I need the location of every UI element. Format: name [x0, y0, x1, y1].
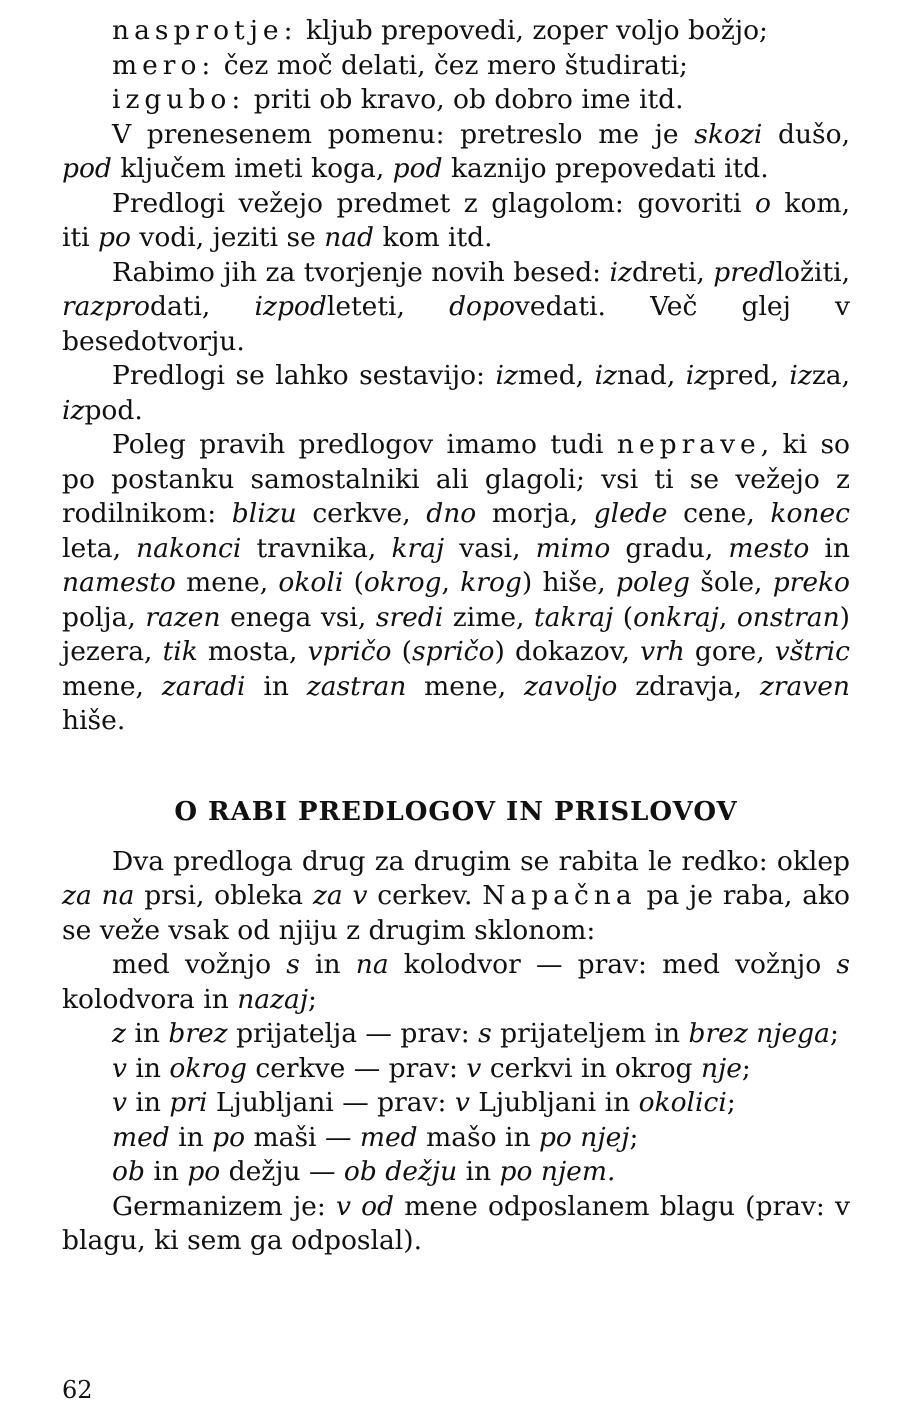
text: neprave: [616, 429, 761, 460]
italic-term: glede: [593, 498, 668, 529]
spaced-term: mero:: [112, 49, 216, 81]
text: mene,: [406, 670, 524, 702]
paragraph: [62, 256, 850, 360]
text: in: [169, 1121, 213, 1153]
text: ;: [741, 1052, 751, 1084]
italic-term: nakonci: [136, 532, 242, 564]
italic-term: dno: [426, 498, 477, 529]
text: dati,: [150, 291, 255, 322]
paragraph: [62, 428, 850, 739]
italic-term: spričo: [411, 636, 495, 667]
example-paragraph: [62, 1017, 850, 1052]
text: ;: [726, 1087, 736, 1118]
example-line: [62, 14, 850, 49]
text: Dva predloga drug za drugim se rabita le redko: oklep: [112, 845, 850, 877]
italic-term: med: [359, 1121, 418, 1153]
text: ,: [441, 567, 461, 598]
text: in: [126, 1087, 170, 1118]
paragraph: [62, 118, 850, 187]
italic-term: iz: [594, 360, 618, 391]
text: Ljubljani — prav:: [207, 1087, 455, 1118]
italic-term: z: [112, 1018, 126, 1049]
italic-term: skozi: [694, 118, 763, 150]
spaced-term: izgubo:: [112, 84, 246, 115]
italic-term: po: [98, 222, 131, 253]
text: ;: [308, 983, 317, 1015]
text: vodi, jeziti se: [130, 222, 325, 253]
italic-term: okrog: [363, 567, 442, 598]
italic-term: namesto: [62, 567, 176, 598]
example-line: [62, 83, 850, 118]
italic-term: v: [466, 1052, 482, 1084]
text: mosta,: [197, 636, 308, 667]
italic-term: s: [286, 949, 300, 980]
text: leteti,: [326, 291, 450, 322]
text: cerkev.: [367, 880, 483, 911]
italic-term: ob dežju: [343, 1156, 458, 1187]
text: enega vsi,: [220, 601, 376, 633]
italic-term: tik: [162, 636, 198, 667]
italic-term: zavoljo: [524, 670, 618, 702]
spaced-term: nasprotje:: [112, 15, 298, 46]
italic-term: poleg: [615, 567, 691, 598]
text: pred,: [708, 360, 790, 391]
text: travnika,: [241, 532, 392, 564]
text: (: [613, 601, 634, 633]
italic-term: v: [112, 1052, 127, 1084]
text: in: [809, 532, 850, 564]
italic-term: o: [754, 187, 771, 219]
text: hiše.: [62, 705, 126, 736]
italic-term: vrh: [640, 636, 685, 667]
text: in: [245, 670, 307, 702]
text: Napačna: [482, 880, 637, 911]
italic-term: brez njega: [688, 1018, 830, 1049]
text: kolodvor — prav: med vožnjo: [388, 949, 837, 980]
italic-term: zraven: [759, 670, 850, 702]
italic-term: po: [187, 1156, 221, 1187]
text: vedati. Več glej v besedotvorju.: [62, 291, 850, 357]
text: Predlogi vežejo predmet z glagolom: govoriti: [112, 187, 755, 219]
text: vasi,: [444, 532, 536, 564]
italic-term: okoli: [278, 567, 344, 598]
example-paragraph: [62, 1121, 850, 1156]
text: leta,: [62, 532, 137, 564]
italic-term: okolici: [638, 1087, 727, 1118]
italic-term: izpod: [254, 291, 327, 322]
italic-term: zaradi: [161, 670, 246, 702]
italic-term: razen: [145, 601, 221, 633]
italic-term: zastran: [306, 670, 407, 702]
italic-term: preko: [772, 567, 851, 598]
text: kaznijo prepovedati itd.: [442, 153, 769, 184]
text: mene,: [62, 670, 162, 702]
italic-term: dopo: [449, 291, 515, 322]
text: kljub prepovedi, zoper voljo božjo;: [297, 15, 768, 46]
text: prijateljem in: [491, 1018, 689, 1049]
italic-term: takraj: [534, 601, 614, 633]
text: Germanizem je:: [112, 1190, 336, 1222]
text: kom, iti: [62, 187, 850, 253]
text: ključem imeti koga,: [111, 153, 393, 184]
italic-term: iz: [789, 360, 812, 391]
italic-term: iz: [495, 360, 518, 391]
page-number: 62: [62, 1376, 93, 1404]
italic-term: nad: [324, 222, 375, 253]
text: in: [144, 1156, 188, 1187]
text: zime,: [443, 601, 535, 633]
text: pod.: [84, 394, 143, 426]
text: šole,: [690, 567, 773, 598]
italic-term: brez: [168, 1018, 228, 1049]
italic-term: iz: [685, 360, 709, 391]
italic-term: s: [836, 949, 850, 980]
text: ;: [829, 1018, 839, 1049]
paragraph: [62, 359, 850, 428]
italic-term: vštric: [774, 636, 850, 667]
text: Poleg pravih predlogov imamo tudi: [112, 429, 617, 460]
text: ) dokazov,: [494, 636, 641, 667]
italic-term: po njem.: [499, 1156, 616, 1187]
paragraph: [62, 1190, 850, 1259]
italic-term: onkraj: [633, 601, 719, 633]
text: prsi, obleka: [134, 880, 313, 911]
italic-term: po: [212, 1121, 246, 1153]
italic-term: za v: [312, 880, 368, 911]
text: maši —: [245, 1121, 360, 1153]
italic-term: konec: [770, 498, 850, 529]
italic-term: onstran: [736, 601, 840, 633]
text: Predlogi se lahko sestavijo:: [112, 360, 496, 391]
text: cerkve,: [296, 498, 427, 529]
text: polja,: [62, 601, 146, 633]
text: (: [343, 567, 364, 598]
text: morja,: [476, 498, 594, 529]
example-paragraph: [62, 1155, 850, 1190]
text: priti ob kravo, ob dobro ime itd.: [245, 84, 684, 115]
section-heading: O RABI PREDLOGOV IN PRISLOVOV: [174, 796, 738, 827]
text: nad,: [617, 360, 686, 391]
example-paragraph: [62, 1086, 850, 1121]
italic-term: vpričo: [307, 636, 392, 667]
text: mene,: [175, 567, 279, 598]
text: kom itd.: [374, 222, 493, 253]
example-line: [62, 49, 850, 84]
text: gradu,: [610, 532, 729, 564]
text: Rabimo jih za tvorjenje novih besed:: [112, 256, 610, 288]
italic-term: iz: [62, 394, 85, 426]
text: V prenesenem pomenu: pretreslo me je: [112, 118, 695, 150]
text: prijatelja — prav:: [227, 1018, 479, 1049]
text: Ljubljani in: [469, 1087, 639, 1118]
text: pa je raba, ako se veže vsak od njiju z drugim sklonom:: [62, 880, 851, 946]
text: ) jezera,: [62, 601, 850, 667]
italic-term: krog: [460, 567, 522, 598]
italic-term: ob: [112, 1156, 145, 1187]
italic-term: pod: [392, 153, 443, 184]
text: kolodvora in: [62, 983, 238, 1015]
italic-term: med: [112, 1121, 170, 1153]
italic-term: nje: [700, 1052, 742, 1084]
italic-term: pod: [62, 153, 112, 184]
text: čez moč delati, čez mero študirati;: [215, 49, 688, 81]
example-paragraph: [62, 1052, 850, 1087]
text: (: [391, 636, 412, 667]
italic-term: sredi: [375, 601, 444, 633]
text: za,: [811, 360, 851, 391]
text: cerkvi in okrog: [481, 1052, 701, 1084]
text: in: [299, 949, 356, 980]
italic-term: pred: [713, 256, 776, 288]
italic-term: razpro: [62, 291, 151, 322]
text: med,: [517, 360, 595, 391]
paragraph: [62, 187, 850, 256]
italic-term: za na: [62, 880, 135, 911]
text: , ki so po postanku samostalniki ali glagoli; vsi ti se vežejo z rodilnikom:: [62, 429, 850, 529]
italic-term: po njej: [538, 1121, 630, 1153]
italic-term: mesto: [728, 532, 810, 564]
text: dreti,: [631, 256, 714, 288]
italic-term: v: [112, 1087, 127, 1118]
text: gore,: [684, 636, 775, 667]
text: dežju —: [220, 1156, 344, 1187]
text: cene,: [667, 498, 771, 529]
italic-term: iz: [609, 256, 632, 288]
text: mašo in: [417, 1121, 539, 1153]
text: in: [457, 1156, 500, 1187]
italic-term: nazaj: [237, 983, 309, 1015]
text: ;: [629, 1121, 639, 1153]
text: ,: [718, 601, 737, 633]
italic-term: s: [478, 1018, 492, 1049]
italic-term: okrog: [169, 1052, 247, 1084]
italic-term: v od: [335, 1190, 395, 1222]
text: med vožnjo: [112, 949, 287, 980]
text: cerkve — prav:: [246, 1052, 467, 1084]
italic-term: mimo: [535, 532, 611, 564]
text: in: [125, 1018, 169, 1049]
italic-term: v: [454, 1087, 470, 1118]
italic-term: kraj: [391, 532, 445, 564]
text: in: [126, 1052, 170, 1084]
example-paragraph: [62, 948, 850, 1017]
italic-term: pri: [169, 1087, 208, 1118]
text: ložiti,: [775, 256, 850, 288]
text: ) hiše,: [521, 567, 616, 598]
italic-term: blizu: [231, 498, 297, 529]
paragraph: [62, 845, 850, 949]
text: mene odposlanem blagu (prav: v blagu, ki sem ga odposlal).: [62, 1190, 850, 1256]
text: zdravja,: [617, 670, 760, 702]
text: dušo,: [762, 118, 850, 150]
italic-term: na: [355, 949, 389, 980]
